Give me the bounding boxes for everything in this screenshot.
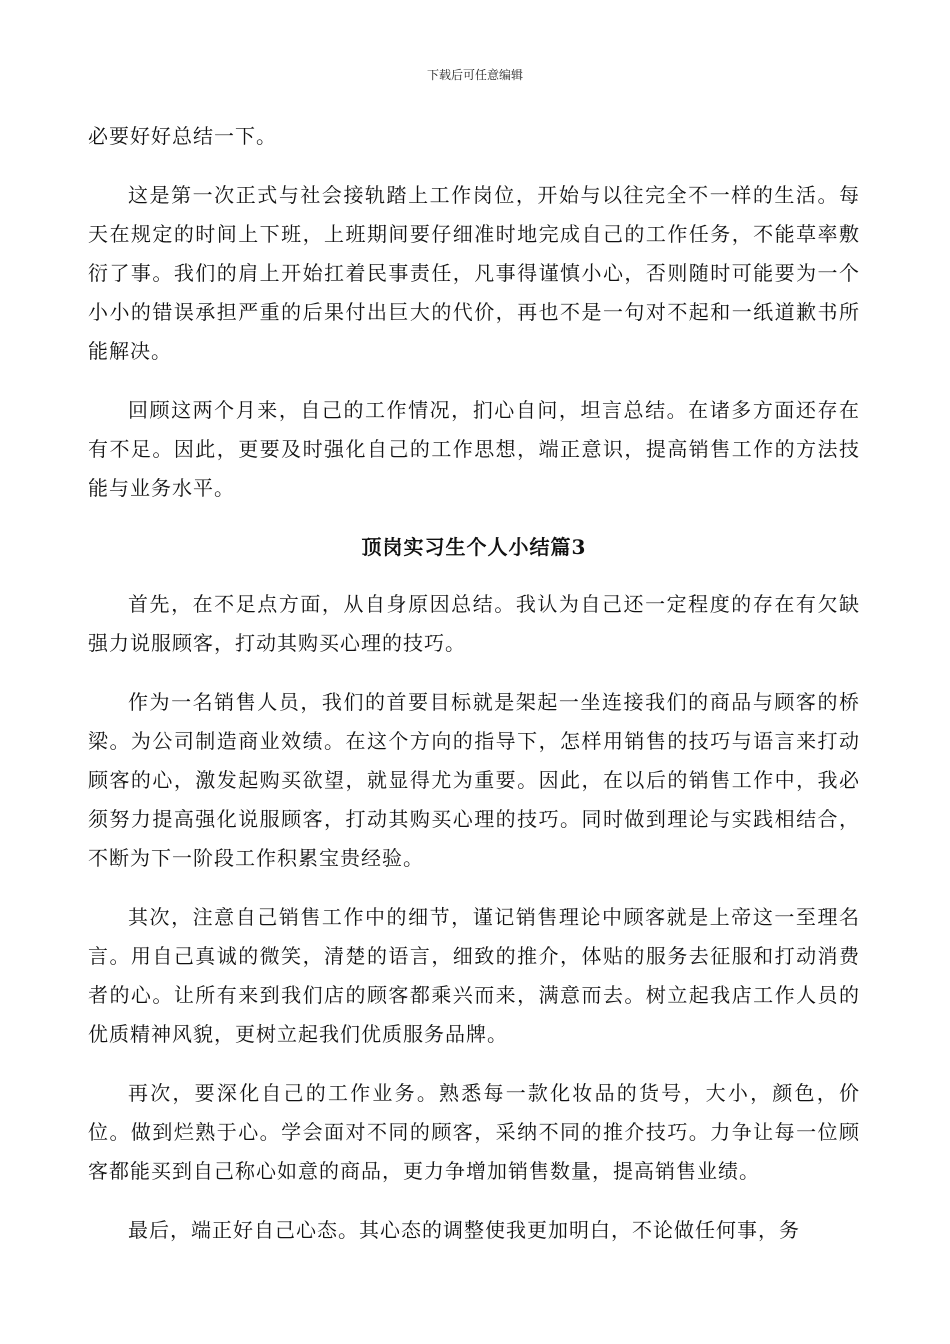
page-header: 下载后可任意编辑 <box>426 68 523 82</box>
paragraph: 再次，要深化自己的工作业务。熟悉每一款化妆品的货号，大小，颜色，价位。做到烂熟于心。学会面对不同的顾客，采纳不同的推介技巧。力争让每一位顾客都能买到自己称心如意的商品，更力争增加销售数量，提高销售业绩。 <box>88 1081 860 1183</box>
section-title: 顶岗实习生个人小结篇3 <box>361 535 587 559</box>
document-body <box>88 117 860 1270</box>
paragraph: 回顾这两个月来，自己的工作情况，扪心自问，坦言总结。在诸多方面还存在有不足。因此，更要及时强化自己的工作思想，端正意识，提高销售工作的方法技能与业务水平。 <box>88 398 860 500</box>
paragraph: 首先，在不足点方面，从自身原因总结。我认为自己还一定程度的存在有欠缺强力说服顾客，打动其购买心理的技巧。 <box>88 592 860 655</box>
paragraph: 这是第一次正式与社会接轨踏上工作岗位，开始与以往完全不一样的生活。每天在规定的时间上下班，上班期间要仔细准时地完成自己的工作任务，不能草率敷衍了事。我们的肩上开始扛着民事责任，凡事得谨慎小心，否则随时可能要为一个小小的错误承担严重的后果付出巨大的代价，再也不是一句对不起和一纸道歉书所能解决。 <box>88 183 860 363</box>
paragraph: 必要好好总结一下。 <box>88 124 277 148</box>
paragraph: 其次，注意自己销售工作中的细节，谨记销售理论中顾客就是上帝这一至理名言。用自己真诚的微笑，清楚的语言，细致的推介，体贴的服务去征服和打动消费者的心。让所有来到我们店的顾客都乘兴而来，满意而去。树立起我店工作人员的优质精神风貌，更树立起我们优质服务品牌。 <box>88 905 860 1046</box>
paragraph: 最后，端正好自己心态。其心态的调整使我更加明白，不论做任何事，务 <box>128 1218 800 1242</box>
paragraph: 作为一名销售人员，我们的首要目标就是架起一坐连接我们的商品与顾客的桥梁。为公司制造商业效绩。在这个方向的指导下，怎样用销售的技巧与语言来打动顾客的心，激发起购买欲望，就显得尤为重要。因此，在以后的销售工作中，我必须努力提高强化说服顾客，打动其购买心理的技巧。同时做到理论与实践相结合，不断为下一阶段工作积累宝贵经验。 <box>88 690 860 870</box>
